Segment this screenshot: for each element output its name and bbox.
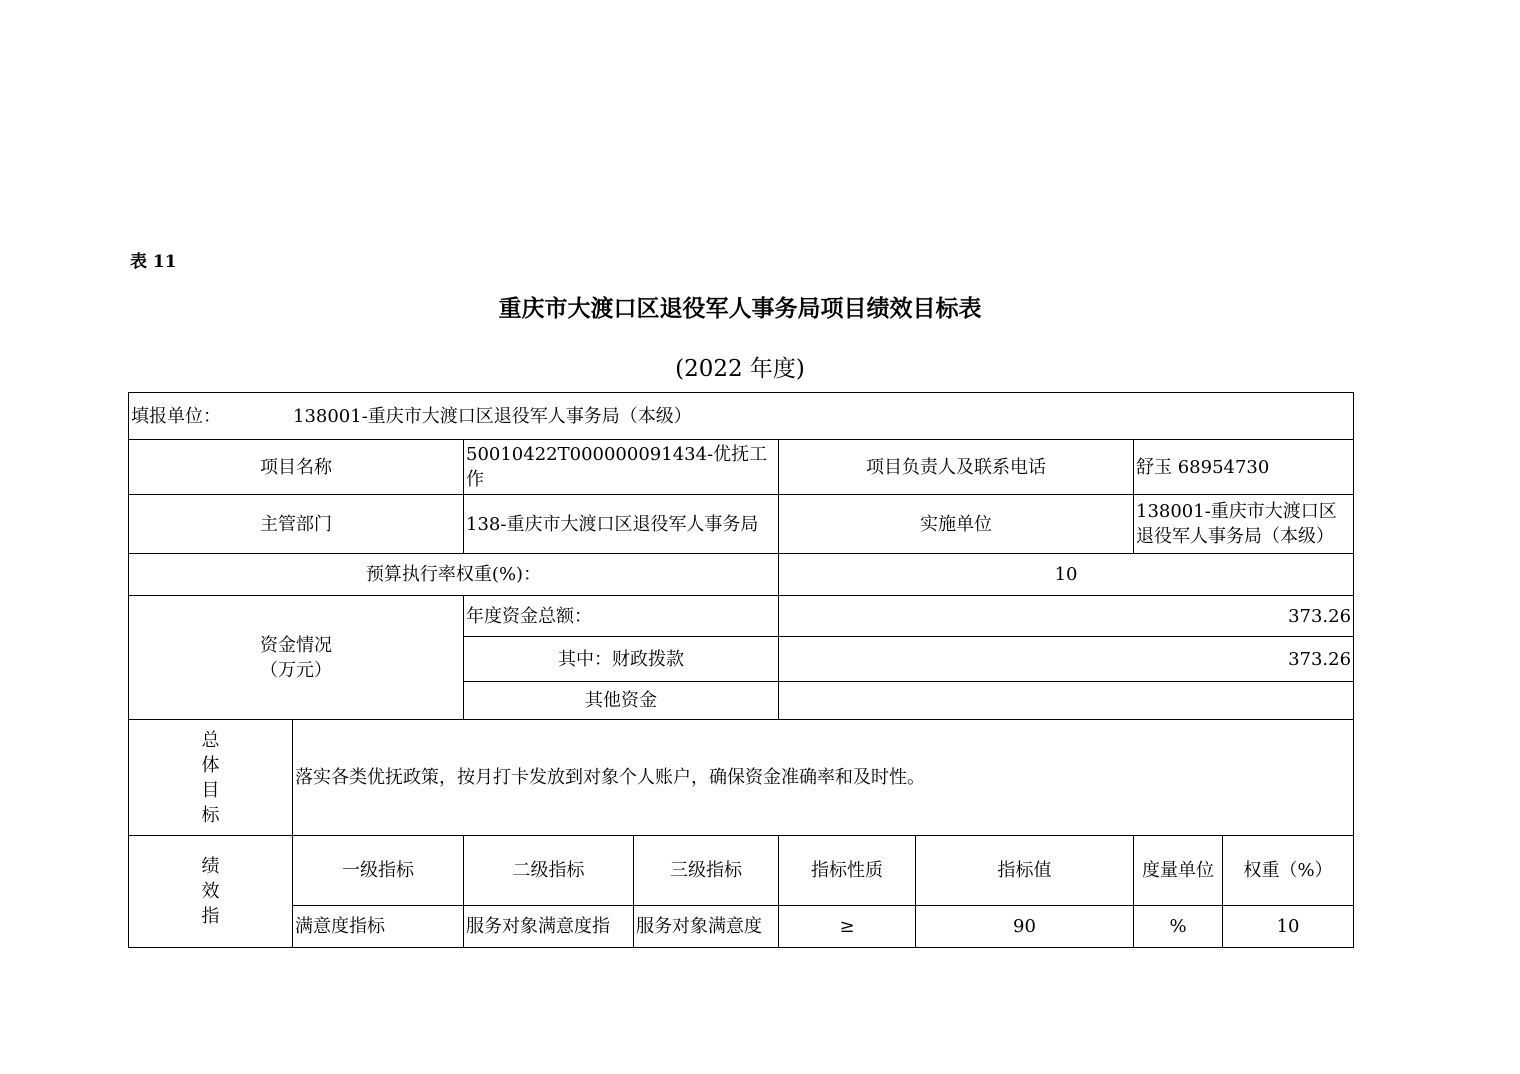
fund-label: [129, 596, 464, 720]
document-subtitle: (2022 年度): [675, 356, 805, 382]
overall-goal-label: [129, 720, 293, 836]
indicator-cell: 服务对象满意度: [634, 906, 779, 948]
indicator-header: 指标性质: [779, 836, 916, 906]
perf-label-char: 指: [201, 906, 220, 927]
indicator-cell: 10: [1223, 906, 1354, 948]
indicator-cell: 服务对象满意度指: [464, 906, 634, 948]
indicator-cell: 90: [916, 906, 1134, 948]
perf-label-char: 绩: [201, 856, 220, 877]
fill-unit-label: 填报单位：: [131, 405, 221, 427]
indicator-header: 度量单位: [1134, 836, 1223, 906]
annual-total-row: [129, 596, 1354, 637]
perf-label-char: 效: [201, 881, 220, 902]
project-name-label: 项目名称: [129, 440, 464, 495]
goal-label-char: 目: [201, 779, 220, 801]
overall-goal-row: [129, 720, 1354, 836]
budget-rate-value: 10: [779, 554, 1354, 596]
indicator-header: 指标值: [916, 836, 1134, 906]
budget-rate-label: 预算执行率权重(%)：: [129, 554, 779, 596]
indicator-header-row: [129, 836, 1354, 906]
fiscal-value: 373.26: [779, 637, 1354, 682]
project-name-row: [129, 440, 1354, 495]
dept-label: 主管部门: [129, 495, 464, 554]
fund-label-line2: （万元）: [260, 659, 332, 681]
indicator-cell: %: [1134, 906, 1223, 948]
indicator-cell: ≥: [779, 906, 916, 948]
performance-indicator-label: [129, 836, 293, 948]
impl-unit-label: 实施单位: [779, 495, 1134, 554]
goal-label-char: 标: [201, 804, 220, 826]
fund-label-line1: 资金情况: [260, 634, 332, 656]
manager-value: 舒玉 68954730: [1134, 440, 1354, 495]
goal-label-char: 体: [201, 754, 220, 776]
goal-label-char: 总: [201, 729, 220, 751]
impl-unit-value: 138001-重庆市大渡口区退役军人事务局（本级）: [1134, 495, 1354, 554]
fill-unit-cell: [129, 393, 1354, 440]
indicator-header: 权重（%）: [1223, 836, 1354, 906]
fill-unit-row: [129, 393, 1354, 440]
budget-rate-row: [129, 554, 1354, 596]
overall-goal-text: 落实各类优抚政策，按月打卡发放到对象个人账户，确保资金准确率和及时性。: [293, 720, 1354, 836]
indicator-cell: 满意度指标: [293, 906, 464, 948]
annual-total-value: 373.26: [779, 596, 1354, 637]
project-name-value: 50010422T000000091434-优抚工作: [464, 440, 779, 495]
other-fund-label: 其他资金: [464, 682, 779, 720]
table-number: 表 11: [130, 252, 177, 272]
document-title: 重庆市大渡口区退役军人事务局项目绩效目标表: [498, 296, 982, 322]
indicator-header: 二级指标: [464, 836, 634, 906]
performance-target-table: [128, 392, 1354, 948]
dept-row: [129, 495, 1354, 554]
table-row: [129, 906, 1354, 948]
other-fund-value: [779, 682, 1354, 720]
annual-total-label: 年度资金总额：: [464, 596, 779, 637]
dept-value: 138-重庆市大渡口区退役军人事务局: [464, 495, 779, 554]
indicator-header: 一级指标: [293, 836, 464, 906]
manager-label: 项目负责人及联系电话: [779, 440, 1134, 495]
fill-unit-value: 138001-重庆市大渡口区退役军人事务局（本级）: [293, 405, 692, 427]
fiscal-label: 其中：财政拨款: [464, 637, 779, 682]
indicator-header: 三级指标: [634, 836, 779, 906]
